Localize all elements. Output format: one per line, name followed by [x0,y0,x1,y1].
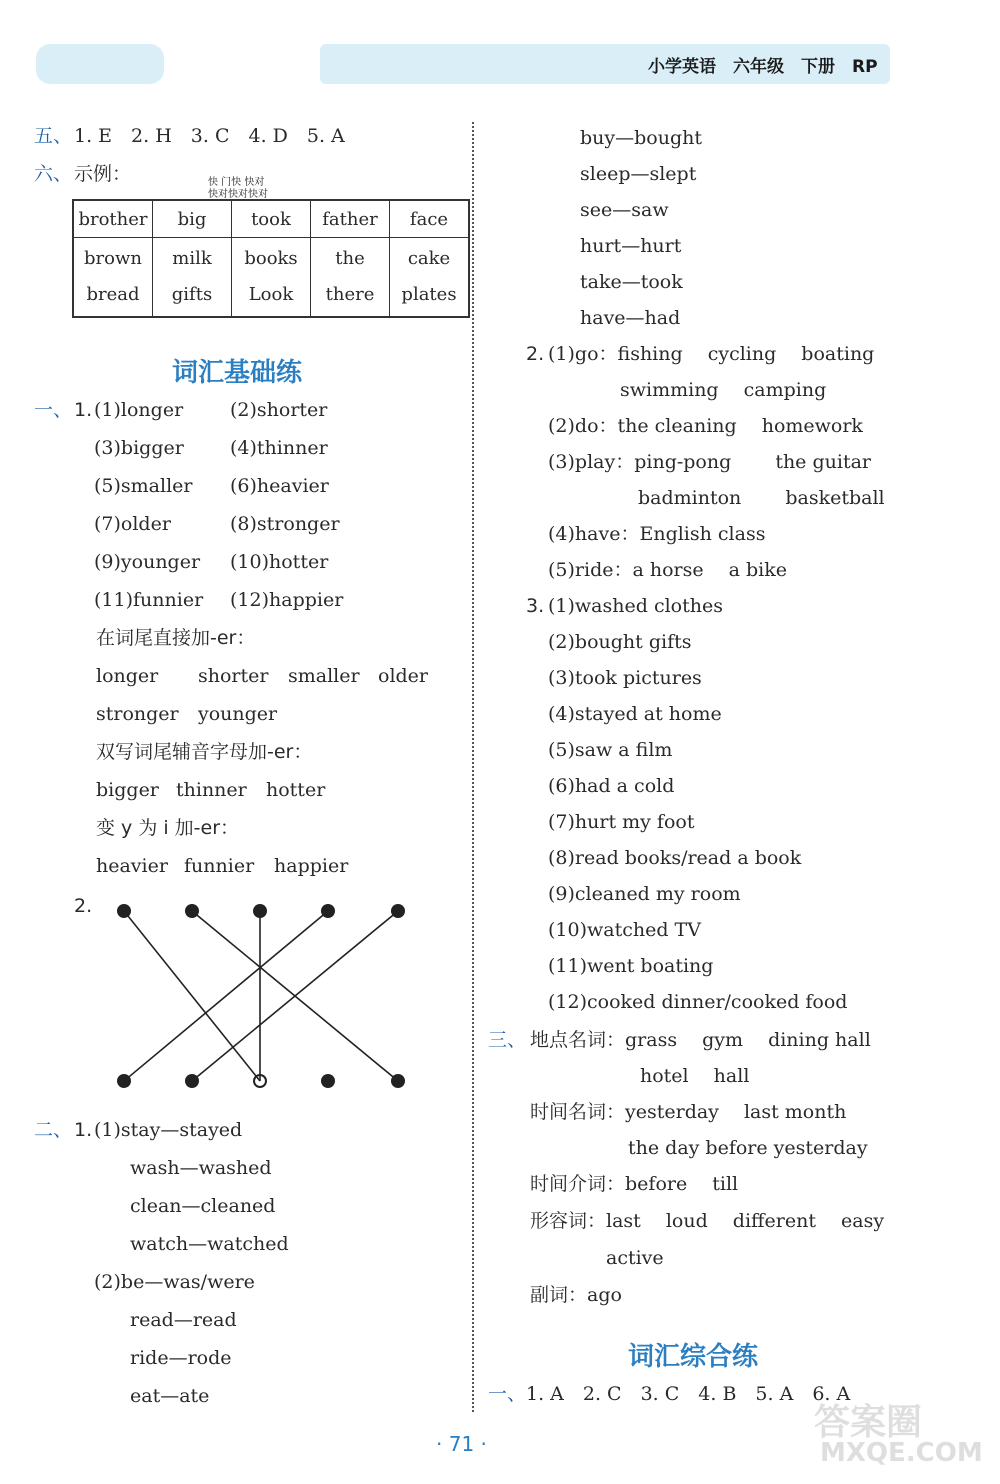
match-dot-bottom [185,1074,199,1088]
q2-line: (5)ride：a horse a bike [548,559,788,581]
verb-pair: ride—rode [130,1347,232,1369]
rule3-word: heavier [96,855,168,877]
p1-item: (5)smaller [94,475,193,497]
table-cell: took [232,200,311,238]
p1-num: 1. [74,399,93,421]
page-number: · 71 · [436,1432,487,1456]
p2-num: 2. [74,895,93,917]
rule1-word: smaller [288,665,360,687]
s3-line: 地点名词：grass gym dining hall [530,1029,871,1051]
q3-line: (4)stayed at home [548,703,722,725]
column-divider [472,122,474,1412]
verb-pair: wash—washed [130,1157,272,1179]
rule1-word: older [378,665,429,687]
table-cell: big [153,200,232,238]
s3-line: hotel hall [640,1065,750,1087]
rule2-word: thinner [176,779,247,801]
p1-item: (8)stronger [230,513,340,535]
q3-num: 3. [526,595,545,617]
rule2-label: 双写词尾辅音字母加-er： [96,741,313,763]
match-dot-top [185,904,199,918]
p1-item: (9)younger [94,551,201,573]
verb-pair: buy—bought [580,127,703,149]
table-cell: cake plates [390,238,470,318]
table-cell: brown bread [73,238,153,318]
rule1-word: longer [96,665,159,687]
match-dot-top [321,904,335,918]
q5-answers: 1. E 2. H 3. C 4. D 5. A [74,125,345,147]
p1-item: (3)bigger [94,437,184,459]
table-cell: father [311,200,390,238]
match-line [124,911,260,1081]
rule2-word: bigger [96,779,159,801]
header-title: 小学英语 六年级 下册 RP [648,57,878,77]
s3-line: the day before yesterday [628,1137,868,1159]
verb-pair: hurt—hurt [580,235,682,257]
watermark-url: MXQE.COM [820,1438,983,1468]
q2-line: (4)have：English class [548,523,766,545]
p1-item: (4)thinner [230,437,328,459]
verb-pair: read—read [130,1309,237,1331]
p3-num: 1. [74,1119,93,1141]
p3-marker: 二、 [34,1119,73,1141]
word-table [72,199,470,318]
q2-line: badminton basketball [638,487,885,509]
verb-pair: have—had [580,307,681,329]
q3-line: (8)read books/read a book [548,847,802,869]
rule3-label: 变 y 为 i 加-er： [96,817,240,839]
q3-line: (1)washed clothes [548,595,723,617]
match-dot-top [391,904,405,918]
match-line [124,911,328,1081]
table-cell: brother [73,200,153,238]
verb-pair: clean—cleaned [130,1195,276,1217]
verb-pair: eat—ate [130,1385,210,1407]
q2-num: 2. [526,343,545,365]
table-handwritten-note: 快 门快 快对 快对快对快对 [208,177,268,200]
match-dot-bottom [117,1074,131,1088]
q2-line: swimming camping [620,379,827,401]
table-cell: books Look [232,238,311,318]
p1-item: (12)happier [230,589,344,611]
rule1-word: stronger [96,703,179,725]
verb-pair: (1)stay—stayed [94,1119,243,1141]
s3-line: 形容词：last loud different easy [530,1210,885,1232]
s3-line: active [606,1247,664,1269]
verb-pair: take—took [580,271,683,293]
match-dot-top [253,904,267,918]
section-title-vocab-comprehensive: 词汇综合练 [628,1342,759,1372]
s3-marker: 三、 [488,1029,527,1051]
rule1-word: younger [198,703,278,725]
q3-line: (11)went boating [548,955,714,977]
section-title-vocab-basic: 词汇基础练 [172,358,303,388]
verb-pair: sleep—slept [580,163,697,185]
rule3-word: funnier [184,855,255,877]
s3-line: 副词：ago [530,1284,622,1306]
last-marker: 一、 [488,1383,527,1405]
matching-diagram [100,895,420,1095]
rule1-label: 在词尾直接加-er： [96,627,256,649]
q3-line: (7)hurt my foot [548,811,695,833]
p1-item: (1)longer [94,399,184,421]
q2-line: (1)go：fishing cycling boating [548,343,875,365]
q3-line: (2)bought gifts [548,631,692,653]
rule3-word: happier [274,855,349,877]
q2-line: (2)do：the cleaning homework [548,415,863,437]
match-dot-top [117,904,131,918]
s3-line: 时间介词：before till [530,1173,739,1195]
p1-item: (6)heavier [230,475,329,497]
q3-line: (9)cleaned my room [548,883,741,905]
p1-item: (2)shorter [230,399,328,421]
p1-item: (11)funnier [94,589,204,611]
verb-pair: see—saw [580,199,669,221]
watermark-logo: 答案圈 [814,1402,923,1443]
verb-pair: (2)be—was/were [94,1271,255,1293]
last-answers: 1. A 2. C 3. C 4. B 5. A 6. A [526,1383,851,1405]
p1-item: (7)older [94,513,171,535]
q3-line: (12)cooked dinner/cooked food [548,991,848,1013]
table-cell: face [390,200,470,238]
rule1-word: shorter [198,665,269,687]
match-dot-bottom [321,1074,335,1088]
q5-marker: 五、 [34,125,73,147]
p1-item: (10)hotter [230,551,329,573]
q3-line: (10)watched TV [548,919,701,941]
q6-label: 示例： [74,163,132,185]
table-cell: milk gifts [153,238,232,318]
s3-line: 时间名词：yesterday last month [530,1101,847,1123]
q2-line: (3)play：ping-pong the guitar [548,451,871,473]
verb-pair: watch—watched [130,1233,289,1255]
rule2-word: hotter [266,779,326,801]
q3-line: (6)had a cold [548,775,675,797]
q3-line: (3)took pictures [548,667,702,689]
q3-line: (5)saw a film [548,739,673,761]
match-dot-bottom [391,1074,405,1088]
p1-marker: 一、 [34,399,73,421]
header-band-left [36,44,164,84]
table-cell: the there [311,238,390,318]
q6-marker: 六、 [34,163,73,185]
